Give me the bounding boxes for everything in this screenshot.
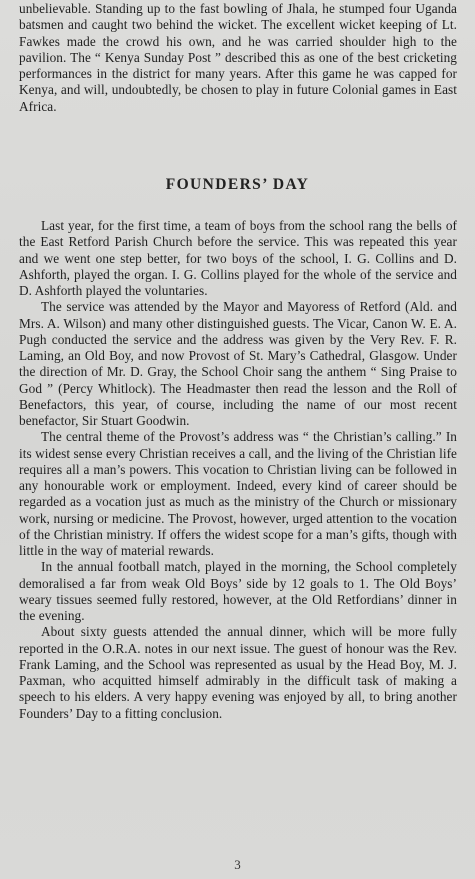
paragraph-provost-address: The central theme of the Provost’s address was “ the Christian’s calling.” In its widest sense every Christian receives a call, and the living of the Christian life requires all a man’s powers. This vocation to Christian living can be followed in any honourable work or employment. Indeed, every kind of career should be regarded as a vocation just as much as the ministry of the Church or missionary work, nursing or medicine. The Provost, however, urged attention to the vocation of the Christian ministry. If offers the widest scope for a man’s gifts, though with little in the way of material rewards. (19, 429, 457, 558)
paragraph-service: The service was attended by the Mayor and Mayoress of Retford (Ald. and Mrs. A. Wilson) and many other distinguished guests. The Vicar, Canon W. E. A. Pugh conducted the service and the address was given by the Very Rev. F. R. Laming, an Old Boy, and now Provost of St. Mary’s Cathedral, Glasgow. Under the direction of Mr. D. Gray, the School Choir sang the anthem “ Sing Praise to God ” (Percy Whitlock). The Headmaster then read the lesson and the Roll of Benefactors, this year, of course, including the name of our most recent benefactor, Sir Stuart Goodwin. (19, 299, 457, 428)
intro-paragraph: unbelievable. Standing up to the fast bowling of Jhala, he stumped four Uganda batsmen and caught two behind the wicket. The excellent wicket keeping of Lt. Fawkes made the crowd his own, and he was carried shoulder high to the pavilion. The “ Kenya Sunday Post ” described this as one of the best cricketing performances in the district for many years. After this game he was capped for Kenya, and will, undoubtedly, be chosen to play in future Colonial games in East Africa. (19, 1, 457, 114)
intro-paragraph-block (19, 1, 457, 115)
section-title: FOUNDERS’ DAY (165, 176, 310, 193)
paragraph-bell-ringing: Last year, for the first time, a team of boys from the school rang the bells of the East Retford Parish Church before the service. This was repeated this year and we went one step better, for two boys of the school, I. G. Collins and D. Ashforth, played the organ. I. G. Collins played for the whole of the service and D. Ashforth played the voluntaries. (19, 218, 457, 298)
page-number: 3 (234, 857, 241, 872)
paragraph-football-match: In the annual football match, played in the morning, the School completely demoralised a far from weak Old Boys’ side by 12 goals to 1. The Old Boys’ weary tissues seemed fully restored, however, at the Old Retfordians’ dinner in the evening. (19, 559, 457, 623)
paragraph-annual-dinner: About sixty guests attended the annual dinner, which will be more fully reported in the O.R.A. notes in our next issue. The guest of honour was the Rev. Frank Laming, and the School was represented as usual by the Head Boy, M. J. Paxman, who acquitted himself admirably in the difficult task of making a speech to his elders. A very happy evening was enjoyed by all, to bring another Founders’ Day to a fitting conclusion. (19, 624, 457, 721)
article-body (19, 218, 457, 722)
